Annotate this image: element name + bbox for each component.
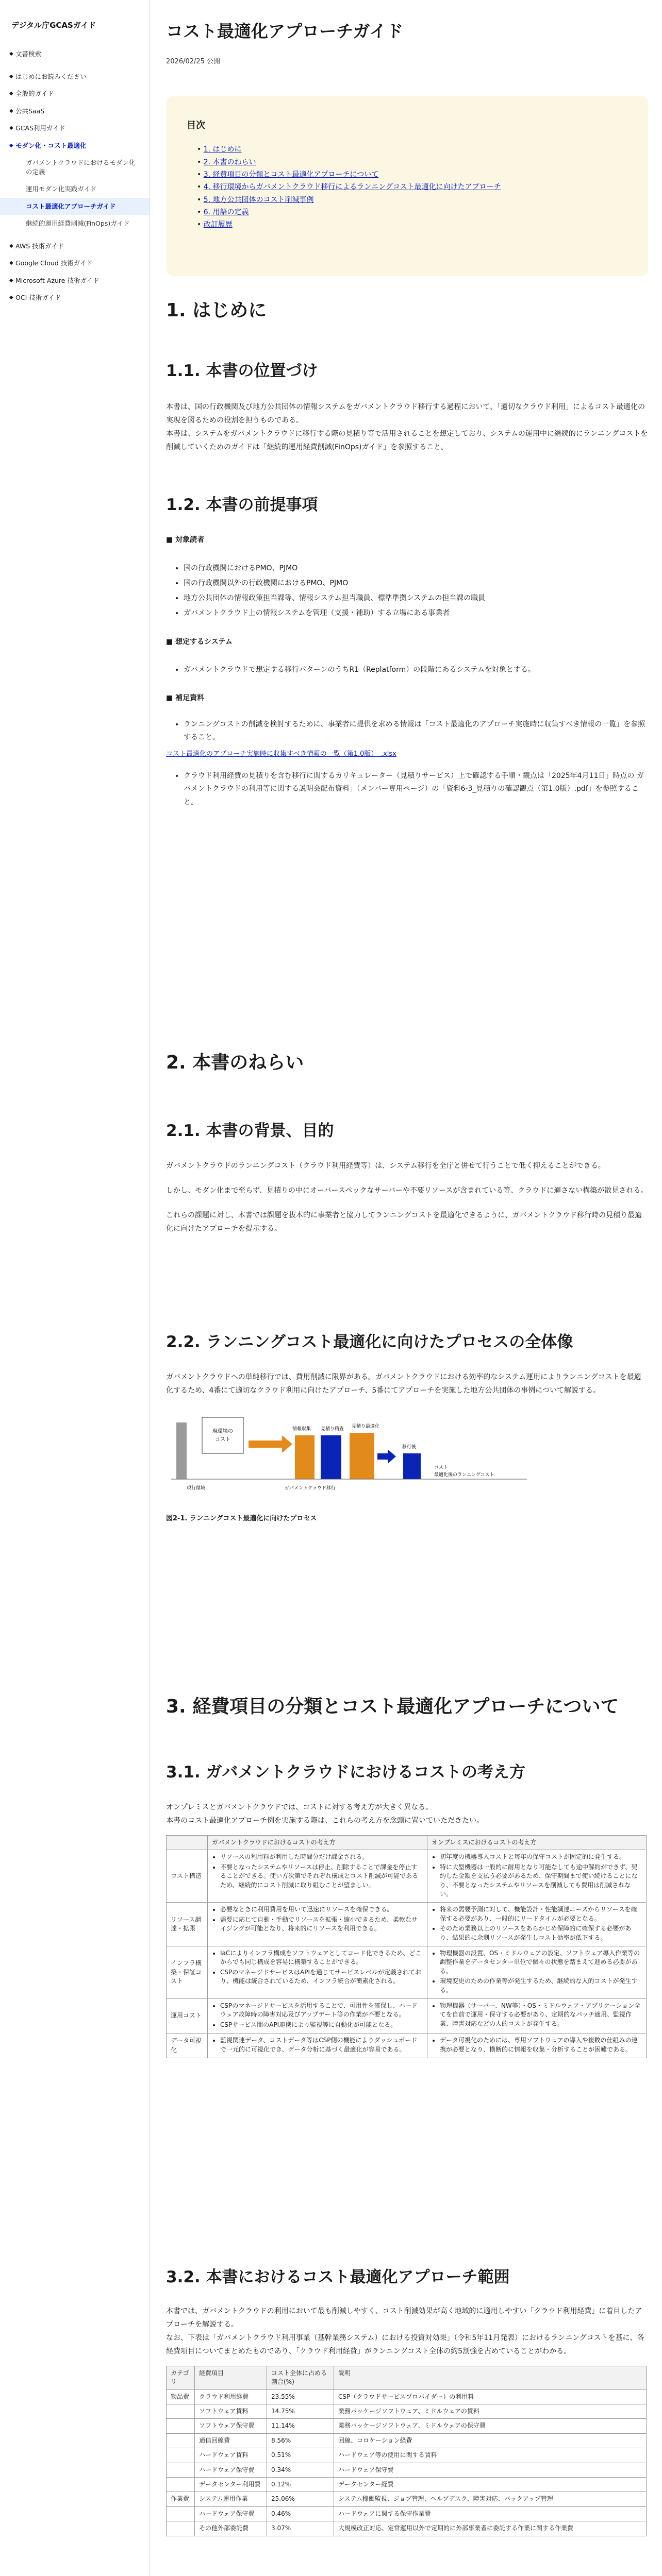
table-row <box>167 2463 647 2477</box>
table-header-row <box>167 2366 647 2389</box>
step-label-3: 見積り最適化 <box>352 1424 380 1430</box>
sidebar-item-label: GCAS利用ガイド <box>15 124 66 132</box>
table-cell: CSP（クラウドサービスプロバイダー）の利用料 <box>334 2389 647 2404</box>
table-row <box>167 1998 647 2033</box>
step-bar-2 <box>321 1435 341 1479</box>
sidebar-item-label: 文書検索 <box>15 50 42 58</box>
cell-bullet: • 物理機器（サーバー、NW等）・OS・ミドルウェア・アプリケーション全てを自前で運用・保守する必要があり、定期的なパッチ適用、監視作業、障害対応などの人的コストが発生する。 <box>440 2002 642 2028</box>
box-label-2: コスト <box>215 1437 230 1443</box>
section-1-2 <box>166 495 648 811</box>
table-cell <box>208 1946 427 1998</box>
sidebar-subitem-ops[interactable]: 運用モダン化実践ガイド <box>26 185 97 193</box>
table-cell <box>208 1998 427 2033</box>
section-3 <box>166 1695 648 1719</box>
table-row <box>167 2404 647 2419</box>
cell-bullet: • 将来の需要予測に対して、機能設計・性能調達ニーズからリソースを確保する必要があり、一般的にリードタイムが必要となる。 <box>440 1905 642 1923</box>
table-cell: 0.46% <box>267 2506 334 2521</box>
sidebar-gap <box>0 63 149 68</box>
cost-concept-table <box>166 1835 647 2058</box>
table-cell <box>208 2033 427 2058</box>
table-header-cell <box>167 1836 208 1850</box>
table-cell: 0.34% <box>267 2463 334 2477</box>
sidebar-item-label: はじめにお読みください <box>15 72 87 80</box>
section-heading: 2. 本書のねらい <box>166 1052 304 1073</box>
cell-bullet: • CSPのマネージドサービスはAPIを通じてサービスレベルが定義されており、機能は統合されているため、インフラ統合が簡素化される。 <box>220 1968 423 1986</box>
paragraph: ガバメントクラウドのランニングコスト（クラウド利用経費等）は、システム移行を全庁と併せて行うことで低く抑えることができる。 <box>166 1162 605 1171</box>
sidebar-item-search[interactable] <box>0 45 149 63</box>
paragraph: ガバメントクラウドへの単純移行では、費用削減に限界がある。ガバメントクラウドにおける効率的なシステム運用によりランニングコストを最適化するため、4番にて適切なクラウド利用に向けたアプローチ、5番にてアプローチを実施した地方公共団体の事例について解説する。 <box>166 1373 641 1395</box>
bullet-icon: ◆ <box>9 142 13 148</box>
page-title: コスト最適化アプローチガイド <box>166 21 404 41</box>
cell-bullet: • 環境変更のための作業等が発生するため、継続的な人的コストが発生する。 <box>440 1977 642 1995</box>
row-key: リソース調達・拡張 <box>167 1903 208 1946</box>
main-content <box>166 0 648 2532</box>
toc-item[interactable]: • 3. 経費項目の分類とコスト最適化アプローチについて <box>197 170 379 179</box>
bullet-icon: ◆ <box>9 108 13 114</box>
sidebar-gap <box>0 232 149 238</box>
sidebar-subitem-definition[interactable]: ガバメントクラウドにおけるモダン化の定義 <box>26 159 136 176</box>
table-cell: ハードウェアに関する保守作業費 <box>334 2506 647 2521</box>
sidebar-item-gcp[interactable] <box>0 255 149 272</box>
cell-bullet: • 不要となったシステムやリソースは停止、削除することで課金を停止することができる。使い方次第でそれぞれ構成とコスト削減が可能であるため、継続的にコスト削減に取り組むことが望ましい。 <box>220 1863 423 1890</box>
table-cell <box>167 2477 195 2492</box>
list-item: • クラウド利用経費の見積りを含む移行に関するカリキュレーター（見積りサービス）上で確認する手順・観点は「2025年4月11日」時点の ガバメントクラウドの利用等に関する説明会配布資料」（メンバー専用ページ）の「資料6-3_見積りの確認観点（第1.0版）.pdf」を参照すること。 <box>184 770 648 809</box>
sidebar-item-label: OCI 技術ガイド <box>15 294 61 302</box>
sidebar-item-label: モダン化・コスト最適化 <box>15 141 87 149</box>
subsection-heading: 1.1. 本書の位置づけ <box>166 362 318 380</box>
list-item: • 地方公共団体の情報政策担当課等、情報システム担当職員、標準準拠システムの担当課の職員 <box>184 592 648 605</box>
bullet-icon: ◆ <box>9 277 13 283</box>
table-cell: クラウド利用経費 <box>195 2389 267 2404</box>
sidebar-item-gcas[interactable] <box>0 120 149 137</box>
table-cell: 大規模改正対応、定常運用以外で定期的に外部事業者に委託する作業に関する作業費 <box>334 2521 647 2536</box>
table-cell: ハードウェア保守費 <box>195 2463 267 2477</box>
subsection-heading: 1.2. 本書の前提事項 <box>166 496 318 514</box>
subsection-heading: 2.2. ランニングコスト最適化に向けたプロセスの全体像 <box>166 1333 573 1351</box>
bullet-icon: ◆ <box>9 125 13 131</box>
table-cell: 23.55% <box>267 2389 334 2404</box>
table-cell: 11.14% <box>267 2419 334 2433</box>
row-key: コスト構造 <box>167 1850 208 1903</box>
table-cell: データセンター経費 <box>334 2477 647 2492</box>
toc-heading: 目次 <box>187 120 205 131</box>
table-cell: 回線、コロケーション経費 <box>334 2433 647 2448</box>
section-1 <box>166 299 648 323</box>
table-header-row <box>167 1836 647 1850</box>
table-row <box>167 1903 647 1946</box>
site-title[interactable]: デジタル庁GCASガイド <box>11 21 96 30</box>
sidebar-nav <box>0 45 149 307</box>
cell-bullet: • IaCによりインフラ構成をソフトウェアとしてコード化できるため、どこからでも同じ構成を容易に構築することができる。 <box>220 1949 423 1967</box>
step-label-2: 見積り精査 <box>321 1427 344 1432</box>
table-row <box>167 2506 647 2521</box>
table-of-contents <box>166 96 648 276</box>
cell-bullet: • データ可視化のためには、専用ソフトウェアの導入や複数の仕組みの連携が必要となり、横断的に情報を収集・分析することが困難である。 <box>440 2036 642 2054</box>
bullet-icon: ◆ <box>9 295 13 301</box>
toc-item[interactable]: • 4. 移行環境からガバメントクラウド移行によるランニングコスト最適化に向けたアプローチ <box>197 183 501 192</box>
figure-caption: 図2-1. ランニングコスト最適化に向けたプロセス <box>166 1515 317 1523</box>
section-heading: 3. 経費項目の分類とコスト最適化アプローチについて <box>166 1696 619 1717</box>
table-cell: 14.75% <box>267 2404 334 2419</box>
table-cell <box>427 1998 647 2033</box>
table-header-cell: カテゴリ <box>167 2366 195 2389</box>
target-list <box>166 562 648 620</box>
block-label: ■ 補足資料 <box>166 694 205 703</box>
sidebar <box>0 0 150 2576</box>
bullet-icon: ◆ <box>9 243 13 249</box>
publish-date: 2026/02/25 公開 <box>166 57 221 65</box>
sidebar-item-label: 全般的ガイド <box>15 90 54 98</box>
cell-bullet: • CSPのマネージドサービスを活用することで、可用性を確保し、ハードウェア故障時の障害対応及びアップデート等の作業が不要となる。 <box>220 2002 423 2020</box>
table-cell: 通信回線費 <box>195 2433 267 2448</box>
list-item: • ガバメントクラウドで想定する移行パターンのうちR1（Replatform）の段階にあるシステムを対象とする。 <box>184 664 648 676</box>
table-cell <box>167 2433 195 2448</box>
box-label-1: 現環境の <box>212 1429 233 1435</box>
table-cell <box>167 2521 195 2536</box>
sidebar-item-aws[interactable] <box>0 238 149 255</box>
toc-item[interactable]: • 5. 地方公共団体のコスト削減事例 <box>197 195 314 204</box>
bar-note: 最適化後のランニングコスト <box>434 1472 494 1478</box>
step-label-4: 移行後 <box>402 1445 417 1450</box>
table-body <box>167 2389 647 2536</box>
subsection-heading: 3.1. ガバメントクラウドにおけるコストの考え方 <box>166 1763 525 1782</box>
process-diagram <box>166 1412 537 1505</box>
table-cell: データセンター利用費 <box>195 2477 267 2492</box>
cell-bullet: • 物理機器の設置、OS・ミドルウェアの設定、ソフトウェア導入作業等の調整作業をデータセンター単位で個々の状態を踏まえて進める必要がある。 <box>440 1949 642 1976</box>
sidebar-item-intro[interactable] <box>0 68 149 86</box>
table-row <box>167 1850 647 1903</box>
cell-bullet: • 監視関連データ、コストデータ等はCSP側の機能によりダッシュボードで一元的に可視化でき、データ分析に基づく最適化が容易である。 <box>220 2036 423 2054</box>
table-cell: ハードウェア賃料 <box>195 2448 267 2463</box>
table-cell: その他外部委託費 <box>195 2521 267 2536</box>
table-cell: ソフトウェア賃料 <box>195 2404 267 2419</box>
supplement-list-2 <box>166 770 648 809</box>
table-cell <box>167 2463 195 2477</box>
table-row <box>167 2433 647 2448</box>
section-3-2 <box>166 2267 648 2536</box>
arrow-2 <box>377 1449 396 1464</box>
table-cell: ハードウェア保守費 <box>195 2506 267 2521</box>
table-cell <box>167 2506 195 2521</box>
paragraph: しかし、モダン化まで至らず、見積りの中にオーバースペックなサーバーや不要リソースが含まれている等、クラウドに適さない構築が散見される。 <box>166 1187 648 1195</box>
sidebar-item-oci[interactable] <box>0 289 149 307</box>
table-body <box>167 1850 647 2058</box>
bullet-icon: ◆ <box>9 73 13 79</box>
table-cell <box>427 2033 647 2058</box>
sidebar-item-label: AWS 技術ガイド <box>15 242 64 250</box>
list-item: • 国の行政機関におけるPMO、PJMO <box>184 562 648 575</box>
row-key: データ可視化 <box>167 2033 208 2058</box>
list-item: • ランニングコストの削減を検討するために、事業者に提供を求める情報は「コスト最適化のアプローチ実施時に収集すべき情報の一覧」を参照すること。 <box>184 718 648 744</box>
bar-label-mid: ガバメントクラウド移行 <box>285 1486 336 1492</box>
table-cell: 25.06% <box>267 2492 334 2506</box>
cell-bullet: • 初年度の機器導入コストと毎年の保守コストが固定的に発生する。 <box>440 1853 642 1861</box>
table-cell <box>208 1903 427 1946</box>
table-header-cell: コスト全体に占める割合(%) <box>267 2366 334 2389</box>
sidebar-item-label: Microsoft Azure 技術ガイド <box>15 276 100 284</box>
sidebar-item-azure[interactable] <box>0 272 149 290</box>
cell-bullet: • 特に大型機器は一般的に耐用となり可能なしても途中解約ができず、契約した金額を支払う必要があるため、保守期間まで使い続けることになり、不要となったシステムやリソースを削減しても費用は削減されない。 <box>440 1863 642 1899</box>
row-key: 運用コスト <box>167 1998 208 2033</box>
table-row <box>167 2492 647 2506</box>
paragraph: 本書では、ガバメントクラウドの利用において最も削減しやすく、コスト削減効果が高く地域的に適用しやすい「クラウド利用経費」に着目したアプローチを解説する。 なお、下表は「ガバメントクラウド利用事業（基幹業務システム）における投資対効果」（令和5年11月発表）におけるランニングコストを基に、各経費項目についてまとめたものであり、「クラウド利用経費」がランニングコスト全体の約5割強を占めていることがわかる。 <box>166 2307 644 2355</box>
current-cost-box <box>202 1417 243 1453</box>
table-cell <box>208 1850 427 1903</box>
subsection-heading: 3.2. 本書におけるコスト最適化アプローチ範囲 <box>166 2268 510 2286</box>
sidebar-item-saas[interactable] <box>0 103 149 120</box>
cell-bullet: • そのため業務以上のリソースをあらかじめ保障的に確保する必要があり、結果的に余剰リソースが発生しコスト効率が低下する。 <box>440 1924 642 1942</box>
supplement-list <box>166 718 648 744</box>
table-cell: ハードウェア等の使用に関する賃料 <box>334 2448 647 2463</box>
subsection-heading: 2.1. 本書の背景、目的 <box>166 1122 334 1140</box>
list-item: • ガバメントクラウド上の情報システムを管理（支援・補助）する立場にある事業者 <box>184 607 648 620</box>
table-row <box>167 2419 647 2433</box>
table-row <box>167 2033 647 2058</box>
expense-table <box>166 2366 647 2536</box>
toc-item[interactable]: • 改訂履歴 <box>197 221 233 229</box>
bullet-icon: ◆ <box>9 260 13 266</box>
optimized-cost-bar <box>403 1453 421 1479</box>
cell-bullet: • 必要なときに利用費用を用いて迅速にリソースを確保できる。 <box>220 1905 423 1914</box>
step-label-1: 情報収集 <box>292 1427 311 1432</box>
table-cell <box>427 1903 647 1946</box>
table-cell <box>427 1850 647 1903</box>
search-icon: ◆ <box>9 51 13 57</box>
bar-label-right: コスト <box>434 1465 449 1471</box>
sidebar-item-modernization[interactable] <box>0 137 149 155</box>
table-cell: 物品費 <box>167 2389 195 2404</box>
download-link-row <box>166 748 648 760</box>
toc-item[interactable]: • 1. はじめに <box>197 145 242 154</box>
table-cell: 業務パッケージソフトウェア、ミドルウェアの保守費 <box>334 2419 647 2433</box>
table-cell: 作業費 <box>167 2492 195 2506</box>
toc-item[interactable]: • 6. 用語の定義 <box>197 208 249 217</box>
table-header-cell: 経費項目 <box>195 2366 267 2389</box>
section-1-1 <box>166 361 648 454</box>
process-figure <box>166 1412 537 1505</box>
section-2-2 <box>166 1332 648 1525</box>
table-cell: ソフトウェア保守費 <box>195 2419 267 2433</box>
cell-bullet: • 需要に応じて自動・手動でリソースを拡張・縮小できるため、柔軟なサイジングが可能となり、将来的にリソースを利用できる。 <box>220 1916 423 1934</box>
table-row <box>167 1946 647 1998</box>
bullet-icon: ◆ <box>9 91 13 97</box>
toc-item[interactable]: • 2. 本書のねらい <box>197 158 256 166</box>
table-cell <box>167 2419 195 2433</box>
table-cell: システム稼働監視、ジョブ管理、ヘルプデスク、障害対応、バックアップ管理 <box>334 2492 647 2506</box>
sidebar-item-label: 公共SaaS <box>15 107 45 115</box>
block-label: ■ 対象読者 <box>166 536 205 545</box>
arrow-1 <box>249 1435 292 1453</box>
table-cell: システム運用作業 <box>195 2492 267 2506</box>
table-cell: 3.07% <box>267 2521 334 2536</box>
table-row <box>167 2477 647 2492</box>
section-2-1 <box>166 1121 648 1236</box>
paragraph: 本書は、国の行政機関及び地方公共団体の情報システムをガバメントクラウド移行する過程において、「適切なクラウド利用」によるコスト最適化の実現を図るための役割を担うものである。 本書は、システムをガバメントクラウドに移行する際の見積り等で活用されることを想定しており、システムの運用中に継続的にランニングコストを削減していくためのガイドは「継続的運用経費削減(FinOps)ガイド」を参照すること。 <box>166 403 648 451</box>
download-link[interactable]: コスト最適化のアプローチ実施時に収集すべき情報の一覧（第1.0版） .xlsx <box>166 750 396 758</box>
paragraph: オンプレミスとガバメントクラウドでは、コストに対する考え方が大きく異なる。 本書のコスト最適化アプローチ例を実施する際は、これらの考え方を念頭に置いていただきたい。 <box>166 1803 484 1825</box>
step-bar-1 <box>295 1435 315 1479</box>
sidebar-item-general[interactable] <box>0 85 149 103</box>
sidebar-subitem-cost[interactable]: コスト最適化アプローチガイド <box>0 198 149 215</box>
table-row <box>167 2389 647 2404</box>
assume-list <box>166 664 648 676</box>
cell-bullet: • リソースの利用料が利用した時間分だけ課金される。 <box>220 1853 423 1861</box>
current-cost-bar <box>176 1422 187 1479</box>
table-cell <box>167 2404 195 2419</box>
table-cell: 業務パッケージソフトウェア、ミドルウェアの賃料 <box>334 2404 647 2419</box>
sidebar-subitem-finops[interactable]: 継続的運用経費削減(FinOps)ガイド <box>26 219 130 228</box>
table-cell: 8.56% <box>267 2433 334 2448</box>
section-2 <box>166 1051 648 1075</box>
table-cell: 0.51% <box>267 2448 334 2463</box>
table-header-cell: 説明 <box>334 2366 647 2389</box>
table-header-cell: ガバメントクラウドにおけるコストの考え方 <box>208 1836 427 1850</box>
row-key: インフラ構築・保証コスト <box>167 1946 208 1998</box>
table-row <box>167 2448 647 2463</box>
sidebar-item-label: Google Cloud 技術ガイド <box>15 259 93 267</box>
section-3-1 <box>166 1762 648 2058</box>
table-cell <box>167 2448 195 2463</box>
table-cell <box>427 1946 647 1998</box>
block-label: ■ 想定するシステム <box>166 637 233 646</box>
section-heading: 1. はじめに <box>166 300 267 321</box>
table-row <box>167 2521 647 2536</box>
table-header-cell: オンプレミスにおけるコストの考え方 <box>427 1836 647 1850</box>
list-item: • 国の行政機関以外の行政機関におけるPMO、PJMO <box>184 577 648 590</box>
table-cell: ハードウェア保守費 <box>334 2463 647 2477</box>
paragraph: これらの課題に対し、本書では課題を抜本的に事業者と協力してランニングコストを最適化できるように、ガバメントクラウド移行時の見積り最適化に向けたアプローチを提示する。 <box>166 1211 642 1233</box>
step-bar-3 <box>350 1433 374 1479</box>
table-cell: 0.12% <box>267 2477 334 2492</box>
bar-label-left: 現行環境 <box>187 1486 206 1492</box>
cell-bullet: • CSPサービス間のAPI連携により監視等に自動化が可能となる。 <box>220 2021 423 2029</box>
